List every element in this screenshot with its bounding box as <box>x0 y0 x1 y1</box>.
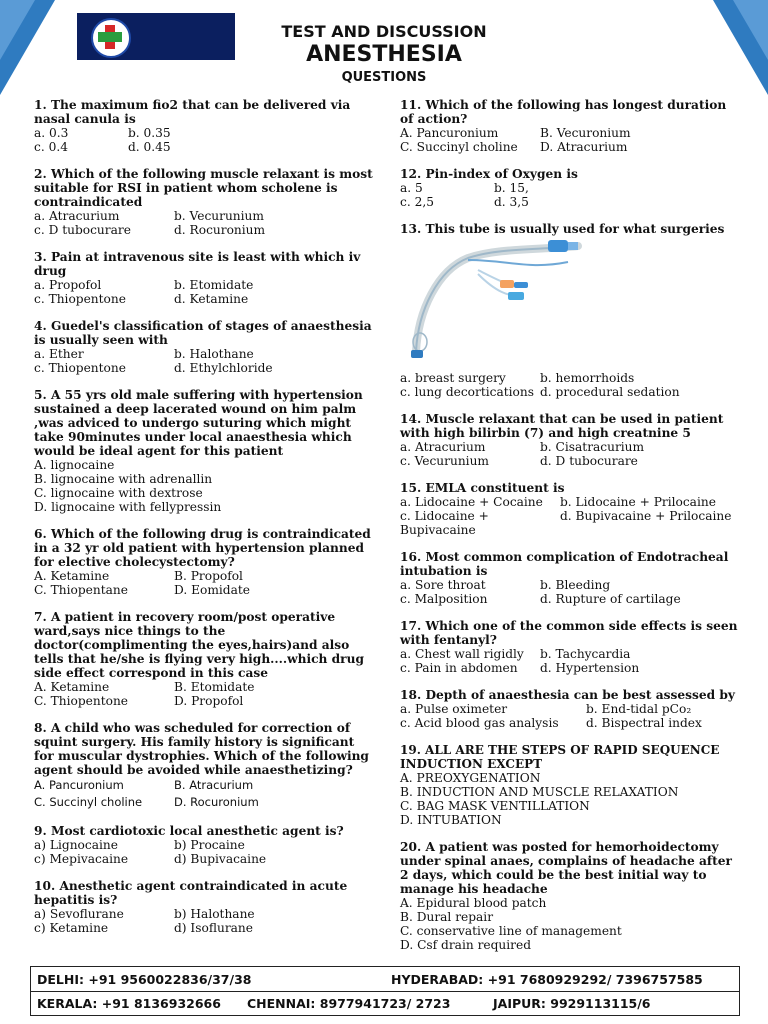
option: B. Propofol <box>174 569 243 583</box>
question-10 <box>34 879 374 935</box>
questions-left-column <box>34 98 374 948</box>
option: D. INTUBATION <box>400 813 502 827</box>
question-4 <box>34 319 374 375</box>
option: D. lignocaine with fellypressin <box>34 500 222 514</box>
option: b. 0.35 <box>128 126 171 140</box>
option: b. Cisatracurium <box>540 440 645 454</box>
question-17 <box>400 619 740 675</box>
question-text: 1. The maximum fio2 that can be delivered via nasal canula is <box>34 98 351 126</box>
question-text: 6. Which of the following drug is contraindicated in a 32 yr old patient with hypertension planned for elective cholecystectomy? <box>34 527 371 569</box>
question-text: 3. Pain at intravenous site is least with which iv drug <box>34 250 361 278</box>
question-13 <box>400 222 740 399</box>
option: c. Acid blood gas analysis <box>400 716 559 730</box>
option: A. Epidural blood patch <box>400 896 547 910</box>
option: b. Tachycardia <box>540 647 631 661</box>
option: a. Atracurium <box>34 209 120 223</box>
question-5 <box>34 388 374 514</box>
option: C. Thiopentane <box>34 583 128 597</box>
question-text: 16. Most common complication of Endotracheal intubation is <box>400 550 729 578</box>
option: a. Lidocaine + Cocaine <box>400 495 543 509</box>
contact-chennai: CHENNAI: 8977941723/ 2723 <box>247 996 451 1011</box>
option: b) Halothane <box>174 907 255 921</box>
question-text: 18. Depth of anaesthesia can be best assessed by <box>400 688 735 702</box>
option: d. procedural sedation <box>540 385 680 399</box>
option: D. Atracurium <box>540 140 628 154</box>
option: a. Ether <box>34 347 84 361</box>
option: b. 15, <box>494 181 529 195</box>
option: d. Rupture of cartilage <box>540 592 681 606</box>
page-title: ANESTHESIA <box>306 42 462 67</box>
option: b. Etomidate <box>174 278 254 292</box>
footer-row-2 <box>31 991 739 1015</box>
question-text: 17. Which one of the common side effects is seen with fentanyl? <box>400 619 738 647</box>
option: b. End-tidal pCo₂ <box>586 702 692 716</box>
option: c. 2,5 <box>400 195 434 209</box>
question-text: 7. A patient in recovery room/post operative ward,says nice things to the doctor(complimenting the eyes,hairs)and also tells that he/she is flying very high....which drug side effect correspond in this case <box>34 610 364 680</box>
question-2 <box>34 167 374 237</box>
option: c. Thiopentone <box>34 361 126 375</box>
question-16 <box>400 550 740 606</box>
question-7 <box>34 610 374 708</box>
option: C. Succinyl choline <box>400 140 518 154</box>
question-text: 9. Most cardiotoxic local anesthetic agent is? <box>34 824 344 838</box>
question-20 <box>400 840 740 952</box>
contact-hyderabad: HYDERABAD: +91 7680929292/ 7396757585 <box>391 972 703 987</box>
question-text: 4. Guedel's classification of stages of anaesthesia is usually seen with <box>34 319 372 347</box>
option: D. Rocuronium <box>174 795 259 809</box>
option: d. Ketamine <box>174 292 249 306</box>
option: A. lignocaine <box>34 458 115 472</box>
question-3 <box>34 250 374 306</box>
option: d. Ethylchloride <box>174 361 273 375</box>
question-text: 19. ALL ARE THE STEPS OF RAPID SEQUENCE INDUCTION EXCEPT <box>400 743 720 771</box>
footer-row-1 <box>31 967 739 992</box>
question-text: 10. Anesthetic agent contraindicated in acute hepatitis is? <box>34 879 348 907</box>
question-text: 2. Which of the following muscle relaxant is most suitable for RSI in patient whom scholene is contraindicated <box>34 167 373 209</box>
question-text: 15. EMLA constituent is <box>400 481 565 495</box>
option: a. 0.3 <box>34 126 69 140</box>
option: C. Thiopentone <box>34 694 129 708</box>
option: d. Bispectral index <box>586 716 702 730</box>
option: a. Atracurium <box>400 440 486 454</box>
option: a. Propofol <box>34 278 102 292</box>
question-text: 14. Muscle relaxant that can be used in patient with high bilirbin (7) and high creatnine 5 <box>400 412 724 440</box>
option: c. Malposition <box>400 592 488 606</box>
option: a. Pulse oximeter <box>400 702 508 716</box>
question-text: 13. This tube is usually used for what surgeries <box>400 222 725 236</box>
option: b. Lidocaine + Prilocaine <box>560 495 716 509</box>
option: c. D tubocurare <box>34 223 131 237</box>
option: B. Atracurium <box>174 778 254 792</box>
question-6 <box>34 527 374 597</box>
option: B. Vecuronium <box>540 126 631 140</box>
option: C. BAG MASK VENTILLATION <box>400 799 590 813</box>
option: c. Pain in abdomen <box>400 661 518 675</box>
question-18 <box>400 688 740 730</box>
option: b) Procaine <box>174 838 245 852</box>
option: c. Vecurunium <box>400 454 489 468</box>
option: a. Sore throat <box>400 578 486 592</box>
contact-kerala: KERALA: +91 8136932666 <box>37 996 221 1011</box>
option: c. 0.4 <box>34 140 68 154</box>
option: A. Pancuronium <box>400 126 499 140</box>
option: b. hemorrhoids <box>540 371 635 385</box>
option: b. Bleeding <box>540 578 611 592</box>
option: d. Hypertension <box>540 661 640 675</box>
option: D. Eomidate <box>174 583 250 597</box>
option: b. Vecurunium <box>174 209 264 223</box>
question-15 <box>400 481 740 537</box>
option: C. lignocaine with dextrose <box>34 486 203 500</box>
question-11 <box>400 98 740 154</box>
question-text: 8. A child who was scheduled for correction of squint surgery. His family history is significant for muscular dystrophies. Which of the following agent should be avoided while anaesthetizing? <box>34 721 369 777</box>
option: B. lignocaine with adrenallin <box>34 472 213 486</box>
contact-delhi: DELHI: +91 9560022836/37/38 <box>37 972 252 987</box>
question-8 <box>34 721 374 811</box>
endotracheal-tube-image <box>408 240 588 360</box>
option: d. 0.45 <box>128 140 171 154</box>
option: a. 5 <box>400 181 423 195</box>
question-text: 11. Which of the following has longest duration of action? <box>400 98 727 126</box>
option: d) Bupivacaine <box>174 852 267 866</box>
option: a. Chest wall rigidly <box>400 647 524 661</box>
option: C. Succinyl choline <box>34 795 143 809</box>
option: B. INDUCTION AND MUSCLE RELAXATION <box>400 785 679 799</box>
option: c) Mepivacaine <box>34 852 129 866</box>
contact-footer <box>30 966 740 1016</box>
option: D. Csf drain required <box>400 938 531 952</box>
option: b. Halothane <box>174 347 254 361</box>
option: a) Lignocaine <box>34 838 118 852</box>
question-text: 12. Pin-index of Oxygen is <box>400 167 578 181</box>
option: B. Dural repair <box>400 910 494 924</box>
option: A. PREOXYGENATION <box>400 771 541 785</box>
question-19 <box>400 743 740 827</box>
contact-jaipur: JAIPUR: 9929113115/6 <box>493 996 651 1011</box>
question-1 <box>34 98 374 154</box>
option: c. Lidocaine + Bupivacaine <box>400 509 489 537</box>
option: d) Isoflurane <box>174 921 253 935</box>
question-text: 5. A 55 yrs old male suffering with hypertension sustained a deep lacerated wound on him palm ,was adviced to undergo suturing which might take 90minutes under local anaesthesia which would be ideal agent for this patient <box>34 388 363 458</box>
option: d. Bupivacaine + Prilocaine <box>560 509 732 523</box>
option: a. breast surgery <box>400 371 506 385</box>
question-9 <box>34 824 374 866</box>
option: A. Ketamine <box>34 569 110 583</box>
option: A. Ketamine <box>34 680 110 694</box>
option: d. D tubocurare <box>540 454 638 468</box>
page-subtitle: QUESTIONS <box>341 70 427 85</box>
option: c. lung decortications <box>400 385 534 399</box>
option: a) Sevoflurane <box>34 907 124 921</box>
questions-right-column <box>400 98 740 965</box>
option: D. Propofol <box>174 694 244 708</box>
question-14 <box>400 412 740 468</box>
option: c) Ketamine <box>34 921 109 935</box>
option: B. Etomidate <box>174 680 255 694</box>
question-12 <box>400 167 740 209</box>
option: C. conservative line of management <box>400 924 622 938</box>
page-heading: TEST AND DISCUSSION <box>281 22 487 41</box>
option: d. 3,5 <box>494 195 529 209</box>
option: A. Pancuronium <box>34 778 124 792</box>
option: c. Thiopentone <box>34 292 126 306</box>
question-text: 20. A patient was posted for hemorhoidectomy under spinal anaes, complains of headache after 2 days, which could be the best initial way to manage his headache <box>400 840 732 896</box>
option: d. Rocuronium <box>174 223 266 237</box>
